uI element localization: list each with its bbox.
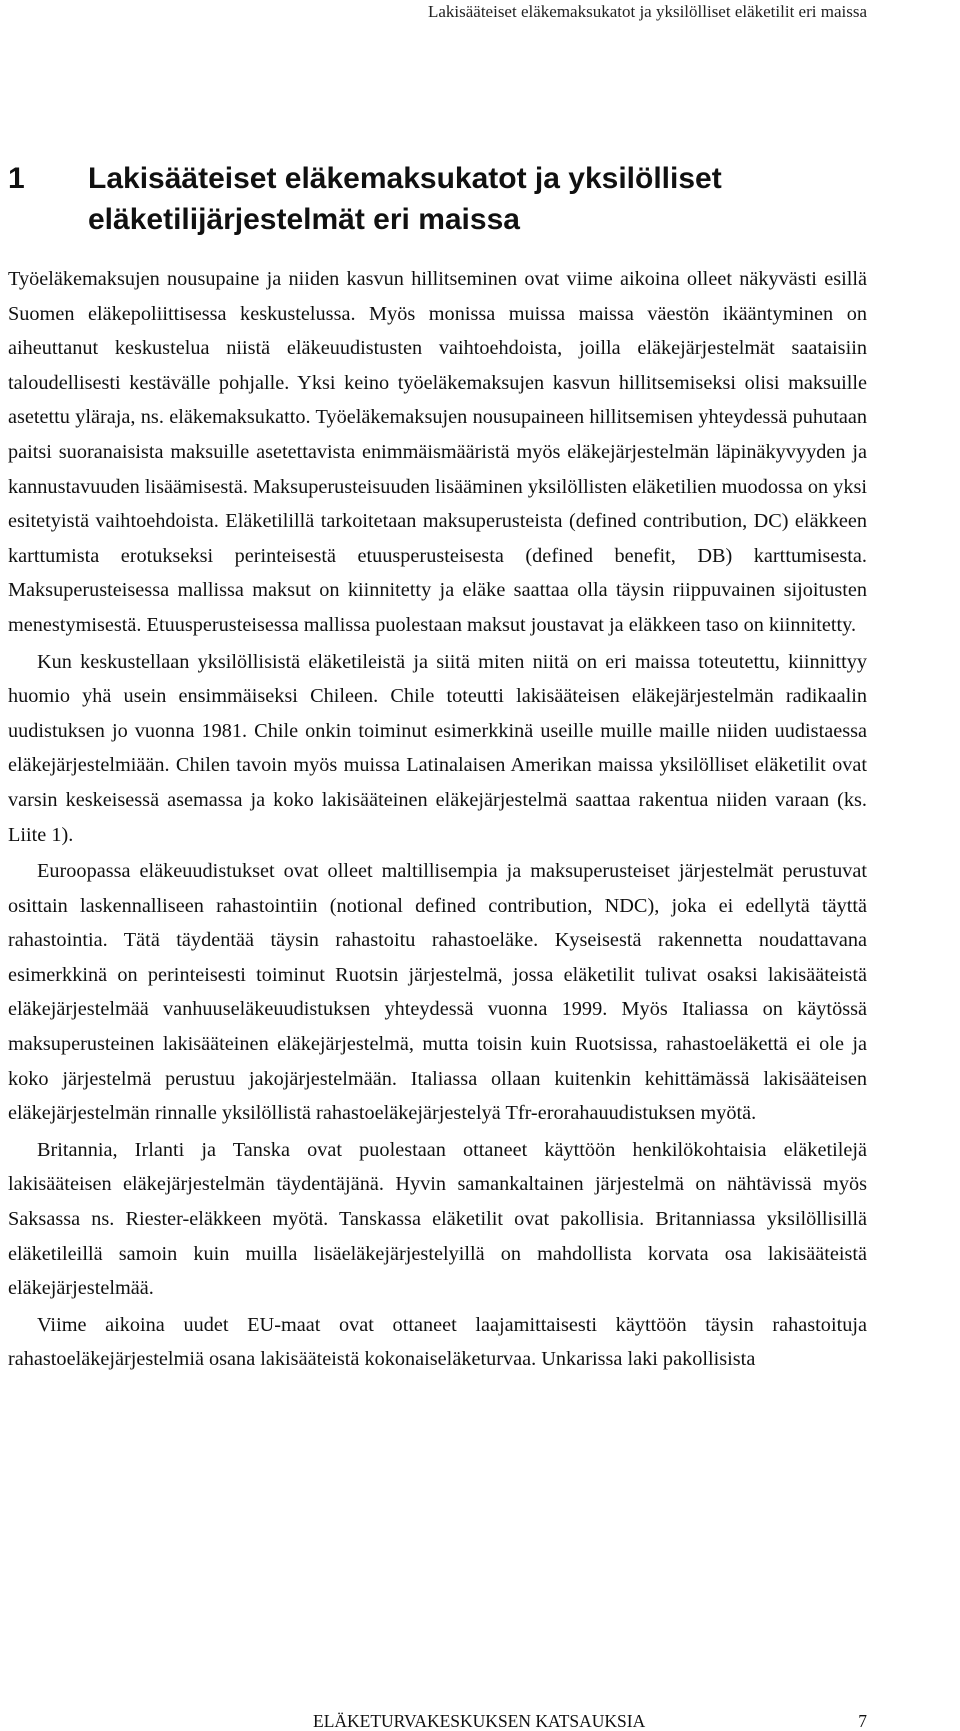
body-text bbox=[8, 262, 867, 1377]
chapter-number: 1 bbox=[8, 162, 25, 195]
running-footer bbox=[313, 1711, 867, 1731]
paragraph-2: Kun keskustellaan yksilöllisistä eläketileistä ja siitä miten niitä on eri maissa toteutettu, kiinnittyy huomio yhä usein ensimmäiseksi Chileen. Chile toteutti lakisääteisen eläkejärjestelmän radikaalin uudistuksen jo vuonna 1981. Chile onkin toiminut esimerkkinä useille muille maille niiden uudistaessa eläkejärjestelmiään. Chilen tavoin myös muissa Latinalaisen Amerikan maissa yksilölliset eläketilit ovat varsin keskeisessä asemassa ja koko lakisääteinen eläkejärjestelmä saattaa rakentua niiden varaan (ks. Liite 1). bbox=[8, 650, 867, 846]
paragraph-1: Työeläkemaksujen nousupaine ja niiden kasvun hillitseminen ovat viime aikoina olleet näkyvästi esillä Suomen eläkepoliittisessa keskustelussa. Myös monissa muissa maissa väestön ikääntyminen on aiheuttanut keskustelua niistä eläkeuudistusten vaihtoehdoista, joilla eläkejärjestelmät saataisiin taloudellisesti kestävälle pohjalle. Yksi keino työeläkemaksujen kasvun hillitsemiseksi olisi maksuille asetettu yläraja, ns. eläkemaksukatto. Työeläkemaksujen nousupaineen hillitsemisen yhteydessä puhutaan paitsi suoranaisista maksuille asetettavista enimmäismääristä myös eläkejärjestelmän läpinäkyvyyden ja kannustavuuden lisäämisestä. Maksuperusteisuuden lisääminen yksilöllisten eläketilien muodossa on yksi esitetyistä vaihtoehdoista. Eläketilillä tarkoitetaan maksuperusteista (defined contribution, DC) eläkkeen karttumista erotukseksi perinteisestä etuusperusteisesta (defined benefit, DB) karttumisesta. Maksuperusteisessa mallissa maksut on kiinnitetty ja eläke saattaa olla täysin riippuvainen sijoitusten menestymisestä. Etuusperusteisessa mallissa puolestaan maksut joustavat ja eläkkeen taso on kiinnitetty. bbox=[8, 268, 867, 636]
paragraph-4: Britannia, Irlanti ja Tanska ovat puolestaan ottaneet käyttöön henkilökohtaisia eläketilejä lakisääteisen eläkejärjestelmän täydentäjänä. Hyvin samankaltainen järjestelmä on nähtävissä myös Saksassa ns. Riester-eläkkeen myötä. Tanskassa eläketilit ovat pakollisia. Britanniassa yksilöllisillä eläketileillä samoin kuin muilla lisäeläkejärjestelyillä on mahdollista korvata osa lakisääteistä eläkejärjestelmää. bbox=[8, 1138, 867, 1300]
chapter-title-text: Lakisääteiset eläkemaksukatot ja yksilölliset eläketilijärjestelmät eri maissa bbox=[88, 162, 722, 236]
running-header: Lakisääteiset eläkemaksukatot ja yksilölliset eläketilit eri maissa bbox=[427, 2, 867, 21]
paragraph-3: Euroopassa eläkeuudistukset ovat olleet maltillisempia ja maksuperusteiset järjestelmät perustuvat osittain laskennalliseen rahastointiin (notional defined contribution, NDC), joka ei edellytä täyttä rahastointia. Tätä täydentää täysin rahastoitu rahastoeläke. Kyseisestä rakennetta noudattavana esimerkkinä on perinteisesti toiminut Ruotsin järjestelmä, jossa eläketilit tulivat osaksi lakisääteistä eläkejärjestelmää vanhuuseläkeuudistuksen yhteydessä vuonna 1999. Myös Italiassa on käytössä maksuperusteinen lakisääteinen eläkejärjestelmä, mutta toisin kuin Ruotsissa, rahastoeläkettä ei ole ja koko järjestelmä perustuu jakojärjestelmään. Italiassa ollaan kuitenkin kehittämässä lakisääteisen eläkejärjestelmän rinnalle yksilöllistä rahastoeläkejärjestelyä Tfr-erorahauudistuksen myötä. bbox=[8, 860, 867, 1125]
page-number: 7 bbox=[858, 1711, 867, 1731]
paragraph-5: Viime aikoina uudet EU-maat ovat ottaneet laajamittaisesti käyttöön täysin rahastoituja rahastoeläkejärjestelmiä osana lakisääteistä kokonaiseläketurvaa. Unkarissa laki pakollisista bbox=[8, 1313, 867, 1371]
footer-series-title: ELÄKETURVAKESKUKSEN KATSAUKSIA bbox=[313, 1711, 646, 1731]
chapter-title bbox=[8, 158, 868, 240]
